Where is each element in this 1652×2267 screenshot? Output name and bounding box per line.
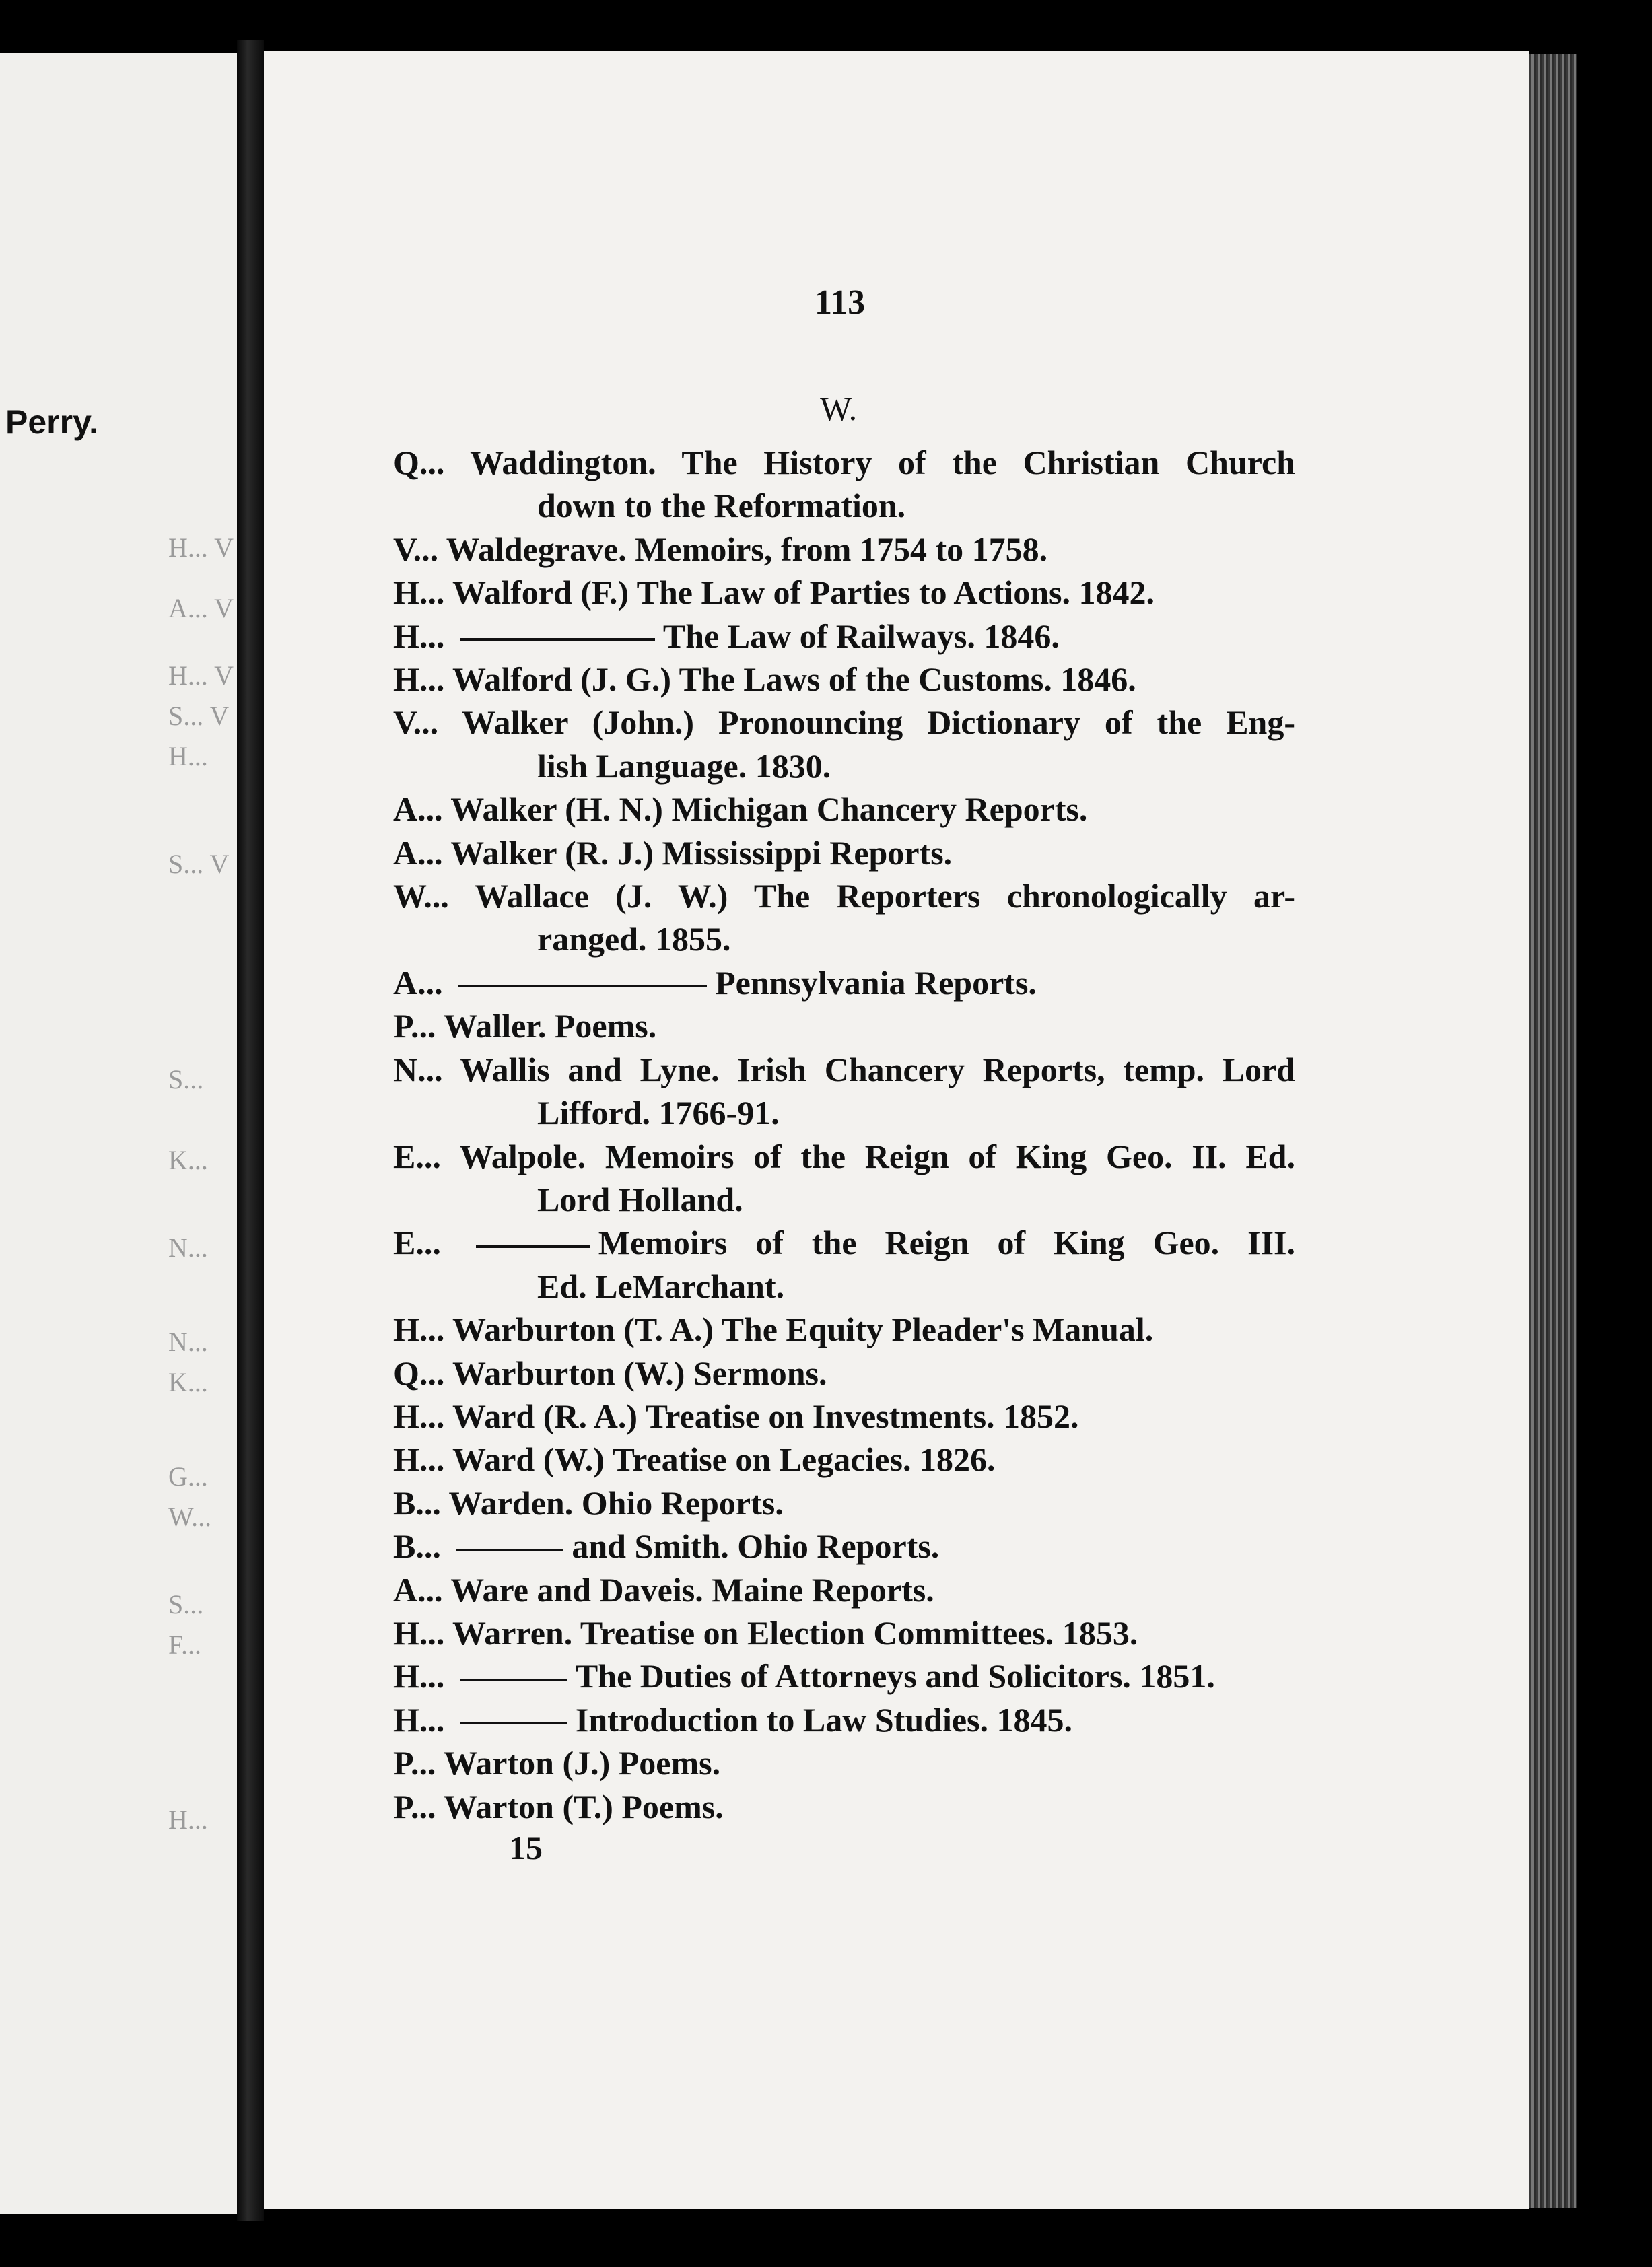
- left-page-code-fragment: H... V: [168, 660, 234, 691]
- ditto-dash: [460, 1722, 567, 1724]
- entry-shelf-code: E...: [393, 1224, 469, 1262]
- entry-shelf-code: H...: [393, 1397, 452, 1435]
- entry-text: Walker (R. J.) Mississippi Reports.: [450, 833, 953, 872]
- entry-text: Ware and Daveis. Maine Reports.: [450, 1570, 934, 1609]
- catalogue-entry: [393, 528, 1295, 571]
- entry-continuation: down to the Reformation.: [537, 487, 906, 525]
- catalogue-entry: [393, 1568, 1295, 1611]
- catalogue-entry: [393, 1004, 1295, 1047]
- left-page-code-fragment: W...: [168, 1502, 212, 1532]
- ditto-dash: [460, 1679, 567, 1681]
- entry-shelf-code: H...: [393, 1700, 453, 1739]
- catalogue-entry: [393, 1352, 1295, 1395]
- entry-shelf-code: A...: [393, 963, 452, 1002]
- left-page-running-word: Perry.: [5, 403, 99, 441]
- catalogue-entry: [393, 1048, 1295, 1135]
- entry-text: The Law of Railways. 1846.: [662, 617, 1060, 655]
- entry-continuation: Ed. LeMarchant.: [537, 1267, 785, 1305]
- entry-text: Waddington. The History of the Christian Church: [470, 444, 1295, 481]
- left-page-code-fragment: K...: [168, 1145, 208, 1175]
- book-gutter: [237, 40, 264, 2221]
- entry-text: Memoirs of the Reign of King Geo. III.: [598, 1224, 1295, 1262]
- left-page-code-fragment: S...: [168, 1064, 204, 1094]
- entry-text: Waller. Poems.: [444, 1007, 657, 1045]
- catalogue-entry: [393, 961, 1295, 1004]
- ditto-dash: [460, 638, 655, 641]
- entry-text: Walford (J. G.) The Laws of the Customs. 1846.: [452, 660, 1136, 699]
- signature-mark: 15: [509, 1829, 543, 1867]
- entry-shelf-code: B...: [393, 1527, 450, 1566]
- entry-text: Warton (T.) Poems.: [444, 1787, 724, 1825]
- entry-text: Warren. Treatise on Election Committees. 1853.: [452, 1613, 1138, 1652]
- page-number: 113: [815, 283, 866, 322]
- catalogue-entry: [393, 441, 1295, 528]
- catalogue-entry: [393, 1611, 1295, 1654]
- catalogue-entry: [393, 1135, 1295, 1222]
- entry-text: Pennsylvania Reports.: [715, 963, 1037, 1002]
- catalogue-entry: [393, 1438, 1295, 1481]
- left-page-code-fragment: H... V: [168, 532, 234, 563]
- entry-shelf-code: H...: [393, 1613, 452, 1652]
- entry-shelf-code: Q...: [393, 1354, 452, 1392]
- entry-text: Walker (John.) Pronouncing Dictionary of the Eng-: [462, 703, 1295, 742]
- entry-shelf-code: A...: [393, 833, 451, 872]
- catalogue-entry: [393, 1525, 1295, 1568]
- entry-shelf-code: B...: [393, 1484, 449, 1522]
- left-page-fragment: [0, 53, 241, 2214]
- entry-shelf-code: E...: [393, 1137, 460, 1175]
- entry-text: Walpole. Memoirs of the Reign of King Geo. II. Ed.: [459, 1137, 1295, 1175]
- catalogue-entry: [393, 615, 1295, 658]
- entry-text: Wallis and Lyne. Irish Chancery Reports, temp. Lord: [460, 1050, 1295, 1088]
- entry-text: Walker (H. N.) Michigan Chancery Reports.: [450, 790, 1088, 829]
- left-page-code-fragment: N...: [168, 1327, 208, 1357]
- left-page-code-fragment: H...: [168, 1805, 208, 1835]
- left-page-code-fragment: A... V: [168, 593, 234, 623]
- entry-shelf-code: H...: [393, 617, 453, 655]
- entry-shelf-code: H...: [393, 573, 452, 612]
- entry-text: Ward (R. A.) Treatise on Investments. 1852.: [452, 1397, 1079, 1435]
- catalogue-entry: [393, 658, 1295, 701]
- left-page-code-fragment: N...: [168, 1232, 208, 1263]
- entry-shelf-code: H...: [393, 1311, 452, 1349]
- left-page-code-fragment: S... V: [168, 701, 230, 731]
- entry-text: Waldegrave. Memoirs, from 1754 to 1758.: [446, 530, 1048, 568]
- left-page-code-fragment: S... V: [168, 849, 230, 879]
- catalogue-entry: [393, 1481, 1295, 1525]
- entry-shelf-code: V...: [393, 530, 446, 568]
- entry-shelf-code: A...: [393, 790, 451, 829]
- catalogue-entry: [393, 571, 1295, 614]
- catalogue-entry: [393, 1221, 1295, 1308]
- entry-text: Warburton (W.) Sermons.: [452, 1354, 827, 1392]
- section-heading: W.: [820, 390, 858, 427]
- left-page-code-fragment: G...: [168, 1461, 208, 1492]
- entry-continuation: Lifford. 1766-91.: [537, 1094, 780, 1132]
- entry-shelf-code: P...: [393, 1787, 444, 1825]
- entry-text: Warton (J.) Poems.: [444, 1744, 721, 1782]
- entry-shelf-code: P...: [393, 1007, 444, 1045]
- ditto-dash: [476, 1245, 590, 1248]
- catalogue-entry: [393, 1308, 1295, 1351]
- entry-text: Warden. Ohio Reports.: [448, 1484, 784, 1522]
- page-edge-stack: [1529, 54, 1577, 2208]
- catalogue-entry: [393, 701, 1295, 788]
- entry-shelf-code: H...: [393, 1440, 452, 1479]
- ditto-dash: [456, 1549, 563, 1551]
- entry-continuation: Lord Holland.: [537, 1180, 743, 1218]
- entry-text: Introduction to Law Studies. 1845.: [575, 1700, 1072, 1739]
- entry-shelf-code: Q...: [393, 444, 471, 481]
- catalogue-entry: [393, 1741, 1295, 1784]
- catalogue-entry: [393, 1654, 1295, 1698]
- entry-text: Ward (W.) Treatise on Legacies. 1826.: [452, 1440, 996, 1479]
- entry-shelf-code: H...: [393, 660, 452, 699]
- entry-shelf-code: N...: [393, 1050, 460, 1088]
- entry-shelf-code: A...: [393, 1570, 451, 1609]
- catalogue-entry: [393, 874, 1295, 961]
- ditto-dash: [458, 985, 707, 987]
- entry-shelf-code: P...: [393, 1744, 444, 1782]
- entry-text: and Smith. Ohio Reports.: [572, 1527, 940, 1566]
- catalogue-entries: [393, 441, 1295, 1828]
- left-page-code-fragment: S...: [168, 1589, 204, 1619]
- entry-shelf-code: W...: [393, 877, 475, 915]
- left-page-code-fragment: H...: [168, 741, 208, 771]
- entry-text: Warburton (T. A.) The Equity Pleader's Manual.: [452, 1311, 1154, 1349]
- left-page-code-fragment: K...: [168, 1367, 208, 1397]
- entry-continuation: lish Language. 1830.: [537, 746, 831, 785]
- entry-shelf-code: V...: [393, 703, 462, 742]
- entry-shelf-code: H...: [393, 1657, 453, 1696]
- left-page-code-fragment: F...: [168, 1630, 202, 1660]
- entry-text: Wallace (J. W.) The Reporters chronologically ar-: [475, 877, 1295, 915]
- catalogue-entry: [393, 1785, 1295, 1828]
- catalogue-entry: [393, 1698, 1295, 1741]
- entry-continuation: ranged. 1855.: [537, 920, 731, 958]
- entry-text: Walford (F.) The Law of Parties to Actions. 1842.: [452, 573, 1155, 612]
- catalogue-entry: [393, 1395, 1295, 1438]
- entry-text: The Duties of Attorneys and Solicitors. 1851.: [575, 1657, 1215, 1696]
- catalogue-entry: [393, 788, 1295, 831]
- catalogue-entry: [393, 831, 1295, 874]
